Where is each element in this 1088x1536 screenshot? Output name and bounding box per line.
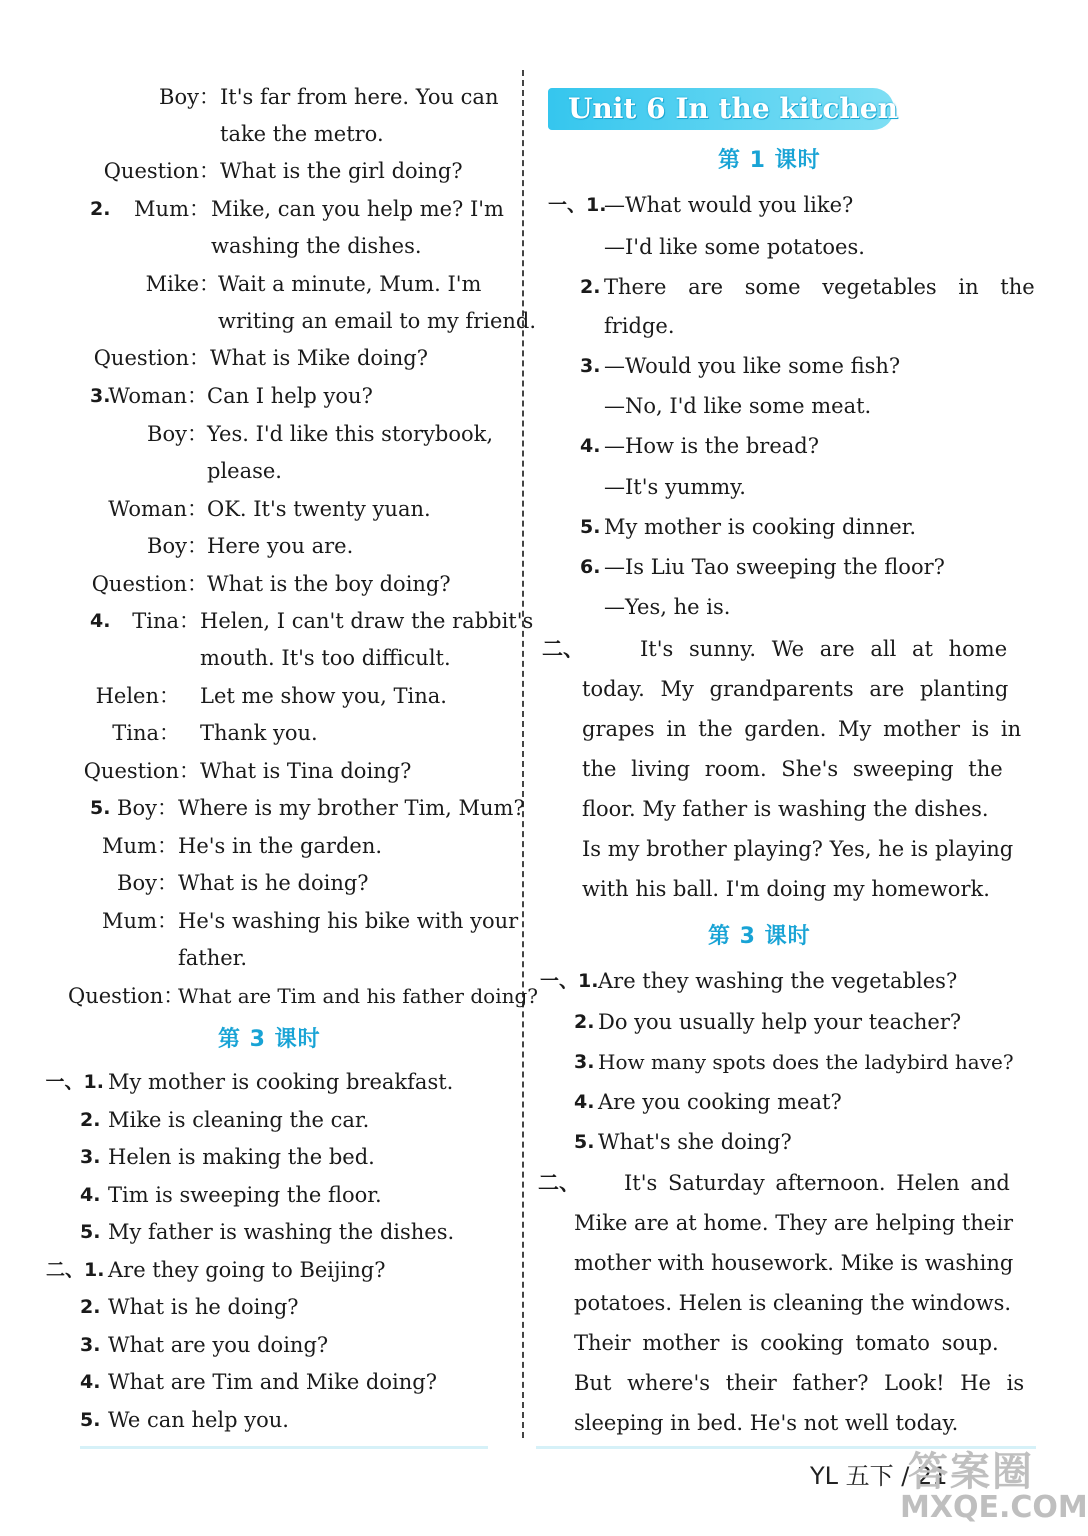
speaker-label: Question： [103,159,220,183]
speech-text: What are Tim and his father doing? [178,984,538,1008]
item-number: 4. [90,610,111,632]
answer-text: What are Tim and Mike doing? [108,1370,437,1394]
unit-title: Unit 6 In the kitchen [568,92,898,125]
passage-line: the living room. She's sweeping the [582,757,1003,781]
item-number: 一、1. [45,1071,104,1093]
answer-text: Are they washing the vegetables? [598,969,958,993]
answer-text: Are you cooking meat? [598,1090,842,1114]
answer-text: —What would you like? [604,193,854,217]
item-number: 2. [90,198,111,220]
passage-line: It's sunny. We are all at home [640,637,1008,661]
speaker-label: Boy： [147,534,208,558]
speaker-label: Boy： [159,85,220,109]
bottom-rule [80,1446,488,1449]
answer-text: Do you usually help your teacher? [598,1010,962,1034]
item-number: 4. [80,1184,101,1206]
item-number: 3. [580,355,601,377]
left-column [0,0,538,1536]
speech-text: What is Tina doing? [200,759,412,783]
speaker-label: Mum： [102,909,178,933]
answer-text: fridge. [604,314,675,338]
item-number: 5. [580,516,601,538]
item-number: 3. [80,1334,101,1356]
answer-text: There are some vegetables in the [604,275,1035,299]
speech-text: He's washing his bike with your [178,909,519,933]
answer-text: What are you doing? [108,1333,329,1357]
answer-text: How many spots does the ladybird have? [598,1050,1014,1074]
passage-line: potatoes. Helen is cleaning the windows. [574,1291,1012,1315]
speech-text: father. [178,946,248,970]
speaker-label: Woman： [108,497,208,521]
passage-line: Mike are at home. They are helping their [574,1211,1013,1235]
speaker-label: Woman： [108,384,208,408]
answer-text: —Would you like some fish? [604,354,901,378]
item-number: 2. [80,1109,101,1131]
speech-text: Where is my brother Tim, Mum? [178,796,525,820]
speech-text: Thank you. [200,721,318,745]
passage-line: Their mother is cooking tomato soup. [574,1331,999,1355]
answer-text: My father is washing the dishes. [108,1220,455,1244]
item-number: 5. [80,1221,101,1243]
speech-text: Wait a minute, Mum. I'm [218,272,482,296]
passage-line: floor. My father is washing the dishes. [582,797,989,821]
speech-text: What is the boy doing? [207,572,451,596]
item-number: 5. [90,797,111,819]
answer-text: What is he doing? [108,1295,299,1319]
passage-line: Is my brother playing? Yes, he is playing [582,837,1014,861]
passage-line: It's Saturday afternoon. Helen and [624,1171,1010,1195]
speech-text: please. [207,459,282,483]
item-number: 4. [580,435,601,457]
speaker-label: Boy： [117,796,178,820]
speaker-label: Helen： [95,684,180,708]
passage-line: sleeping in bed. He's not well today. [574,1411,959,1435]
answer-text: Helen is making the bed. [108,1145,375,1169]
speaker-label: Mike： [145,272,220,296]
speaker-label: Mum： [134,197,210,221]
passage-line: But where's their father? Look! He is [574,1371,1025,1395]
speaker-label: Question： [93,346,210,370]
speech-text: Helen, I can't draw the rabbit's [200,609,534,633]
item-number: 4. [80,1371,101,1393]
answer-text: —Is Liu Tao sweeping the floor? [604,555,945,579]
item-number: 6. [580,556,601,578]
answer-text: My mother is cooking breakfast. [108,1070,454,1094]
speaker-label: Boy： [117,871,178,895]
speech-text: Can I help you? [207,384,373,408]
item-number: 5. [574,1131,595,1153]
speech-text: take the metro. [220,122,384,146]
speech-text: OK. It's twenty yuan. [207,497,431,521]
speech-text: writing an email to my friend. [218,309,537,333]
answer-text: Are they going to Beijing? [108,1258,386,1282]
answer-text: —Yes, he is. [604,595,731,619]
speaker-label: Tina： [132,609,200,633]
passage-line: today. My grandparents are planting [582,677,1009,701]
speech-text: What is the girl doing? [220,159,463,183]
speaker-label: Mum： [102,834,178,858]
item-number: 3. [90,385,111,407]
speaker-label: Question： [68,984,185,1008]
watermark-logo [900,1440,1088,1536]
speech-text: What is Mike doing? [210,346,428,370]
item-number: 2. [580,276,601,298]
speech-text: Yes. I'd like this storybook, [207,422,494,446]
speech-text: mouth. It's too difficult. [200,646,451,670]
passage-line: mother with housework. Mike is washing [574,1251,1014,1275]
watermark-text: MXQE.COM [900,1490,1088,1525]
speaker-label: Boy： [147,422,208,446]
speaker-label: Tina： [112,721,180,745]
speech-text: It's far from here. You can [220,85,499,109]
answer-text: —No, I'd like some meat. [604,394,872,418]
answer-text: —It's yummy. [604,475,746,499]
item-number: 2. [80,1296,101,1318]
item-number: 一、1. [540,970,599,992]
answer-text: What's she doing? [598,1130,792,1154]
section-label: 二、 [538,1171,580,1195]
speech-text: He's in the garden. [178,834,383,858]
watermark-text: 答案圈 [908,1449,1034,1495]
page-footer: YL 五下 / 21 [810,1462,948,1490]
speaker-label: Question： [83,759,200,783]
lesson-heading: 第 3 课时 [708,924,811,949]
passage-line: grapes in the garden. My mother is in [582,717,1022,741]
speech-text: Mike, can you help me? I'm [211,197,504,221]
answer-text: My mother is cooking dinner. [604,515,917,539]
item-number: 二、1. [46,1259,105,1281]
speech-text: Let me show you, Tina. [200,684,447,708]
item-number: 4. [574,1091,595,1113]
section-label: 二、 [542,637,584,661]
answer-text: We can help you. [108,1408,289,1432]
speech-text: What is he doing? [178,871,369,895]
column-divider [522,70,524,1438]
item-number: 5. [80,1409,101,1431]
answer-text: Tim is sweeping the floor. [108,1183,382,1207]
answer-text: Mike is cleaning the car. [108,1108,370,1132]
item-number: 2. [574,1011,595,1033]
lesson-heading: 第 3 课时 [218,1027,321,1052]
speech-text: washing the dishes. [211,234,422,258]
answer-text: —I'd like some potatoes. [604,235,865,259]
speech-text: Here you are. [207,534,354,558]
passage-line: with his ball. I'm doing my homework. [582,877,990,901]
item-number: 3. [80,1146,101,1168]
answer-text: —How is the bread? [604,434,819,458]
item-number: 一、1. [548,194,607,216]
speaker-label: Question： [91,572,208,596]
lesson-heading: 第 1 课时 [718,148,821,173]
item-number: 3. [574,1051,595,1073]
